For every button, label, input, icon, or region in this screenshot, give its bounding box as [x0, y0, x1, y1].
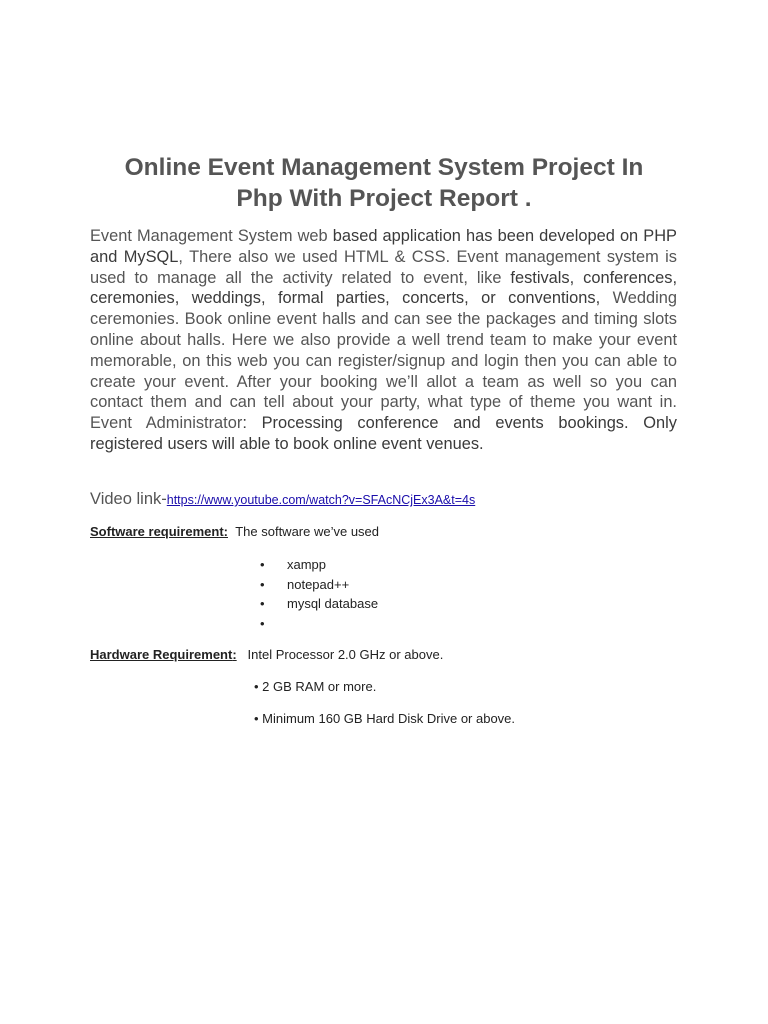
- list-item-text: mysql database: [287, 596, 379, 612]
- video-link-row: [90, 488, 690, 511]
- paragraph-part-2: based application has been developed on PHP and MySQL: [90, 227, 677, 266]
- bullet: •: [260, 615, 265, 631]
- video-link-label: Video link-: [90, 490, 167, 508]
- paragraph-part-6: : Processing conference and events bookings. Only registered users will able to book online event venues.: [90, 414, 677, 453]
- description-paragraph: [90, 226, 677, 455]
- hardware-requirement-text: Intel Processor 2.0 GHz or above.: [247, 647, 444, 662]
- software-requirement-text: The software we’ve used: [235, 524, 380, 539]
- software-list: [260, 555, 378, 633]
- list-item-text: notepad++: [287, 576, 350, 592]
- title-line-2: Php With Project Report .: [236, 185, 532, 212]
- bullet: •: [260, 557, 265, 572]
- video-link[interactable]: https://www.youtube.com/watch?v=SFAcNCjEx3A&t=4s: [166, 493, 476, 507]
- software-requirement-label: Software requirement:: [90, 524, 228, 539]
- paragraph-part-3: , There also we used HTML & CSS. Event management system is used to manage all the activity related to event, like: [90, 247, 677, 287]
- paragraph-part-5: Wedding ceremonies. Book online event halls and can see the packages and timing slots online about halls. Here we also provide a well trend team to make your event memorable, on this web you can register/signup and login then you can able to create your event. After your booking we’ll allot a team as well so you can contact them and can tell about your party, what type of theme you want in. Event Administrator: [90, 289, 677, 433]
- list-item: [260, 614, 378, 634]
- document-title: [90, 152, 678, 214]
- paragraph-part-4: festivals, conferences, ceremonies, weddings, formal parties, concerts, or conventions,: [90, 268, 677, 308]
- list-item: [260, 594, 378, 614]
- list-item: [260, 555, 378, 575]
- list-item-text: xampp: [287, 557, 327, 572]
- bullet: •: [260, 596, 265, 612]
- bullet: •: [260, 576, 265, 592]
- paragraph-part-1: Event Management System web: [90, 227, 333, 245]
- title-line-1: Online Event Management System Project In: [124, 154, 644, 181]
- list-item: [260, 575, 378, 595]
- hardware-requirement-label: Hardware Requirement: [90, 647, 233, 662]
- hardware-item-disk: • Minimum 160 GB Hard Disk Drive or above.: [254, 711, 516, 726]
- hardware-requirement-colon: :: [232, 647, 237, 662]
- software-requirement-row: [90, 523, 690, 541]
- hardware-item-ram: • 2 GB RAM or more.: [254, 679, 377, 694]
- hardware-requirement-row: [90, 646, 690, 664]
